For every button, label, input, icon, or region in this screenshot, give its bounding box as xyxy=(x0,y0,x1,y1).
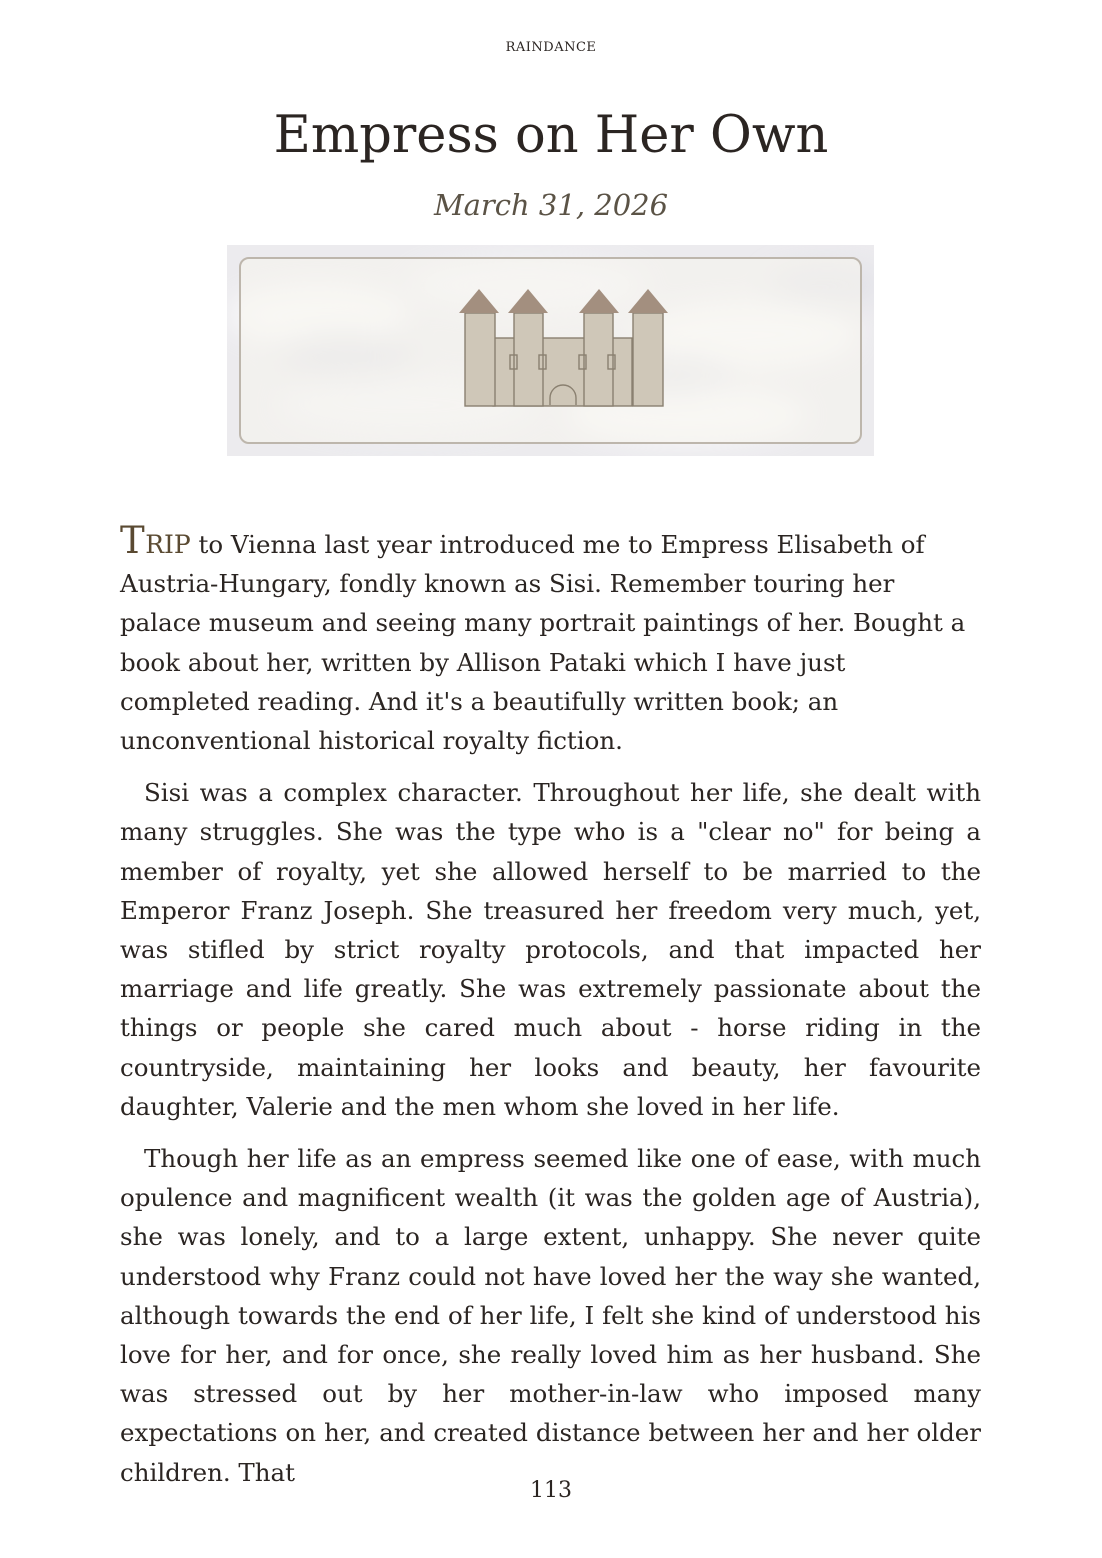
paragraph-2: Sisi was a complex character. Throughout her life, she dealt with many struggles. She was the type who is a "clear no" for being a member of royalty, yet she allowed herself to be married to the Emperor Franz Joseph. She treasured her freedom very much, yet, was stifled by strict royalty protocols, and that impacted her marriage and life greatly. She was extremely passionate about the things or people she cared much about - horse riding in the countryside, maintaining her looks and beauty, her favourite daughter, Valerie and the men whom she loved in her life. xyxy=(120,778,981,1121)
chapter-title: Empress on Her Own xyxy=(273,106,829,165)
paragraph-1 xyxy=(120,521,981,760)
running-header: RAINDANCE xyxy=(505,40,597,55)
banner-illustration xyxy=(227,245,874,456)
paragraph-1-text: to Vienna last year introduced me to Empress Elisabeth of Austria-Hungary, fondly known as Sisi. Remember touring her palace museum and seeing many portrait paintings of her. Bought a book about her, written by Allison Pataki which I have just completed reading. And it's a beautifully written book; an unconventional historical royalty fiction. xyxy=(120,530,966,756)
chapter-date: March 31, 2026 xyxy=(433,188,669,222)
drop-cap-rest: RIP xyxy=(145,530,191,559)
page-number: 113 xyxy=(530,1478,572,1503)
paragraph-3: Though her life as an empress seemed like one of ease, with much opulence and magnificent wealth (it was the golden age of Austria), she was lonely, and to a large extent, unhappy. She never quite understood why Franz could not have loved her the way she wanted, although towards the end of her life, I felt she kind of understood his love for her, and for once, she really loved him as her husband. She was stressed out by her mother-in-law who imposed many expectations on her, and created distance between her and her older children. That xyxy=(120,1144,981,1487)
drop-cap: T xyxy=(120,519,146,562)
chapter-banner xyxy=(227,245,874,456)
article-body xyxy=(120,521,981,1505)
